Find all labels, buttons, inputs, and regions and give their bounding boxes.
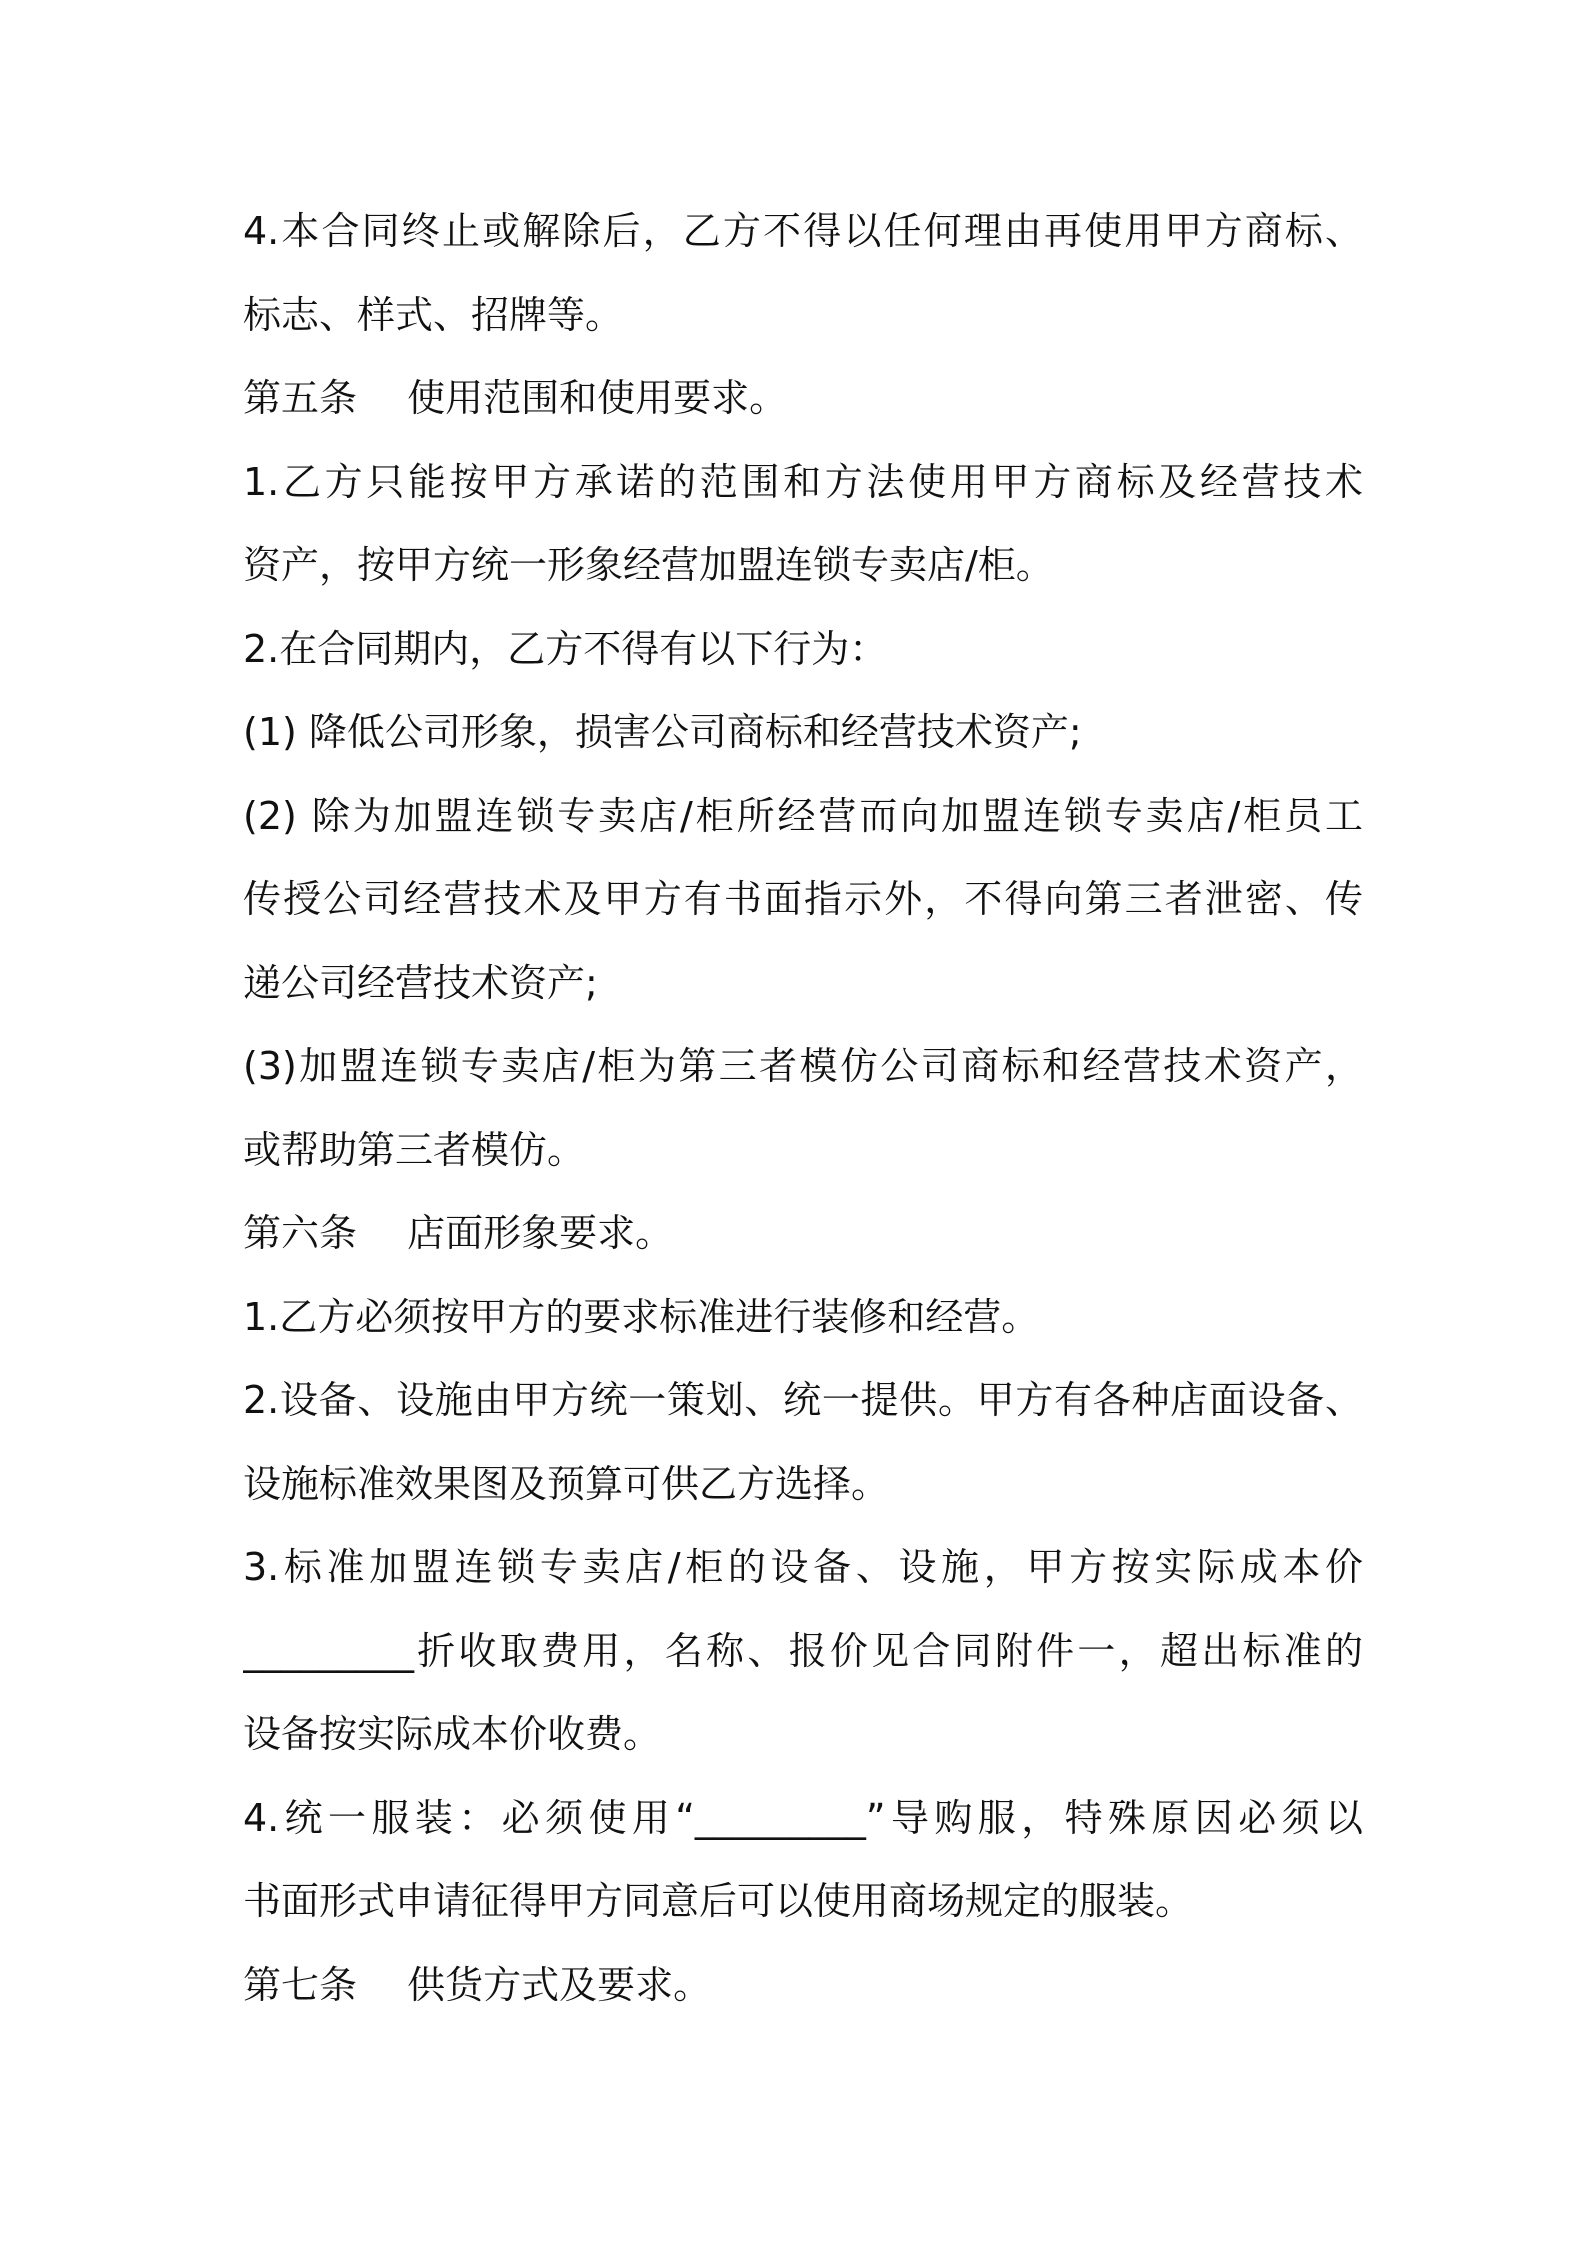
text-line: 传授公司经营技术及甲方有书面指示外，不得向第三者泄密、传 [243, 877, 1363, 921]
text-line: 标志、样式、招牌等。 [243, 292, 624, 337]
text-line: (1) 降低公司形象，损害公司商标和经营技术资产; [243, 710, 1082, 754]
article-heading: 第六条 店面形象要求。 [243, 1211, 674, 1255]
text-line: 设备按实际成本价收费。 [243, 1712, 662, 1756]
text-line: _________折收取费用，名称、报价见合同附件一，超出标准的 [243, 1628, 1363, 1673]
text-line: 书面形式申请征得甲方同意后可以使用商场规定的服装。 [243, 1879, 1194, 1923]
text-line: (2) 除为加盟连锁专卖店/柜所经营而向加盟连锁专卖店/柜员工 [243, 793, 1363, 838]
text-line: 资产，按甲方统一形象经营加盟连锁专卖店/柜。 [243, 543, 1054, 587]
text-line: 设施标准效果图及预算可供乙方选择。 [243, 1461, 890, 1506]
text-line: 或帮助第三者模仿。 [243, 1127, 586, 1172]
text-line: 1.乙方必须按甲方的要求标准进行装修和经营。 [243, 1294, 1040, 1339]
article-heading: 第五条 使用范围和使用要求。 [243, 376, 788, 420]
text-line: 4.统一服装：必须使用“_________”导购服，特殊原因必须以 [243, 1795, 1363, 1840]
text-line: 4.本合同终止或解除后，乙方不得以任何理由再使用甲方商标、 [243, 209, 1363, 253]
text-line: 2.在合同期内，乙方不得有以下行为： [243, 626, 888, 671]
text-line: 2.设备、设施由甲方统一策划、统一提供。甲方有各种店面设备、 [243, 1378, 1363, 1422]
article-heading: 第七条 供货方式及要求。 [243, 1962, 712, 2007]
text-line: 1.乙方只能按甲方承诺的范围和方法使用甲方商标及经营技术 [243, 459, 1363, 504]
text-line: (3)加盟连锁专卖店/柜为第三者模仿公司商标和经营技术资产， [243, 1044, 1363, 1088]
document-body [243, 190, 1363, 2027]
text-line: 递公司经营技术资产; [243, 960, 598, 1005]
text-line: 3.标准加盟连锁专卖店/柜的设备、设施，甲方按实际成本价 [243, 1545, 1363, 1589]
